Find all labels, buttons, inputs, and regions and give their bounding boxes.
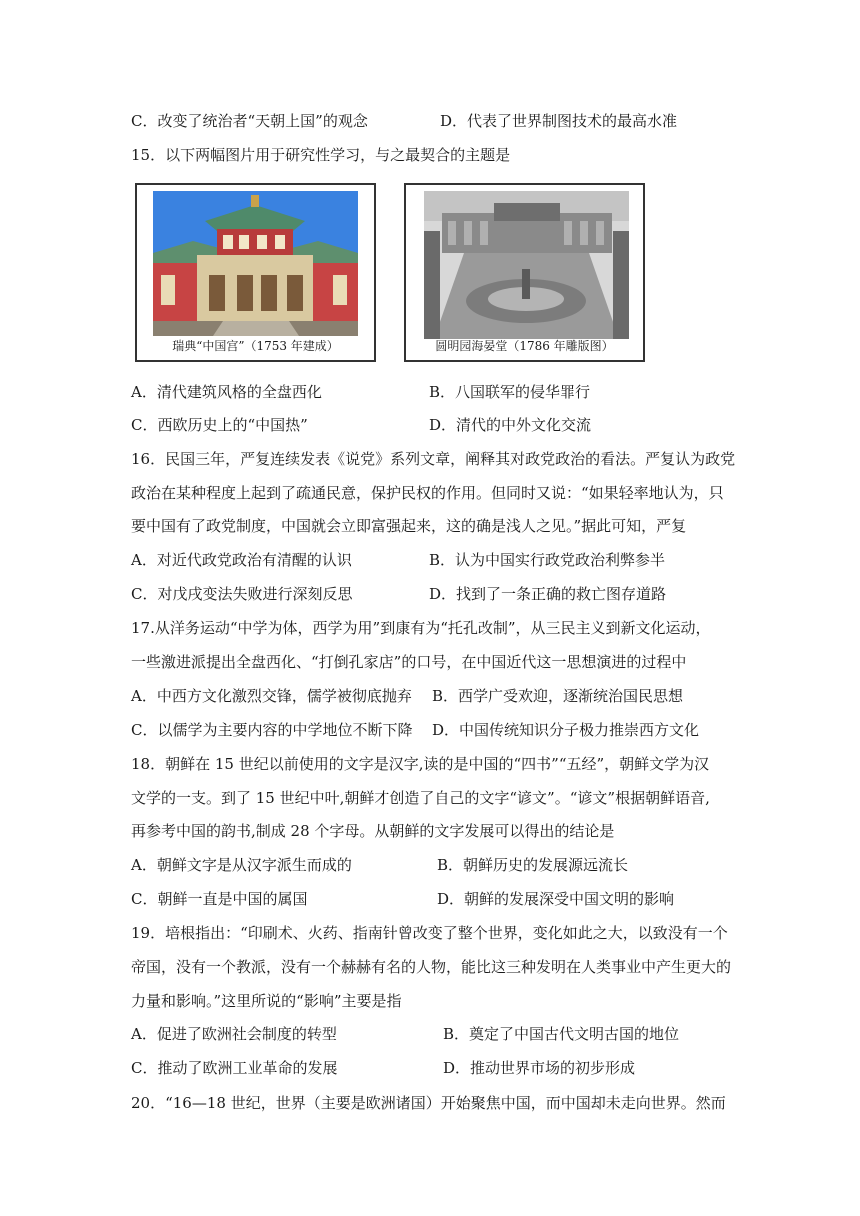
q19-option-d: D．推动世界市场的初步形成 [443,1059,636,1077]
q15-option-d: D．清代的中外文化交流 [429,416,592,434]
q16-option-a: A．对近代政党政治有清醒的认识 [131,551,352,569]
q18-stem-line-3: 再参考中国的韵书,制成 28 个字母。从朝鲜的文字发展可以得出的结论是 [131,822,615,840]
q14-option-d: D．代表了世界制图技术的最高水准 [440,112,678,130]
q20-stem-line-1: 20．“16—18 世纪，世界（主要是欧洲诸国）开始聚焦中国，而中国却未走向世界。然而 [131,1094,726,1112]
q17-option-a: A．中西方文化激烈交锋，儒学被彻底抛弃 [131,687,412,705]
q15-figure-2 [404,183,645,362]
q19-option-b: B．奠定了中国古代文明古国的地位 [443,1025,680,1043]
q18-option-b: B．朝鲜历史的发展源远流长 [437,856,629,874]
q18-option-d: D．朝鲜的发展深受中国文明的影响 [437,890,675,908]
q14-option-c: C．改变了统治者“天朝上国”的观念 [131,112,368,130]
q15-figure-1-caption: 瑞典“中国宫”（1753 年建成） [172,339,339,353]
q19-option-a: A．促进了欧洲社会制度的转型 [131,1025,337,1043]
q15-option-c: C．西欧历史上的“中国热” [131,416,308,434]
q16-stem-line-3: 要中国有了政党制度，中国就会立即富强起来，这的确是浅人之见。”据此可知，严复 [131,517,687,535]
q18-stem-line-1: 18．朝鲜在 15 世纪以前使用的文字是汉字,读的是中国的“四书”“五经”，朝鲜文学为汉 [131,755,710,773]
q17-option-c: C．以儒学为主要内容的中学地位不断下降 [131,721,413,739]
q16-option-d: D．找到了一条正确的救亡图存道路 [429,585,667,603]
q18-stem-line-2: 文学的一支。到了 15 世纪中叶,朝鲜才创造了自己的文字“谚文”。“谚文”根据朝鲜语音, [131,789,710,807]
yuanmingyuan-haiyantang-engraving-image [424,191,629,339]
q18-option-c: C．朝鲜一直是中国的属国 [131,890,308,908]
q17-option-b: B．西学广受欢迎，逐渐统治国民思想 [432,687,684,705]
q17-stem-line-1: 17.从洋务运动“中学为体，西学为用”到康有为“托孔改制”，从三民主义到新文化运动， [131,619,711,637]
q17-option-d: D．中国传统知识分子极力推崇西方文化 [432,721,700,739]
q17-stem-line-2: 一些激进派提出全盘西化、“打倒孔家店”的口号，在中国近代这一思想演进的过程中 [131,653,687,671]
q15-option-a: A．清代建筑风格的全盘西化 [131,383,322,401]
swedish-chinese-pavilion-image [153,191,358,336]
q16-stem-line-2: 政治在某种程度上起到了疏通民意，保护民权的作用。但同时又说：“如果轻率地认为，只 [131,484,724,502]
q16-option-b: B．认为中国实行政党政治利弊参半 [429,551,666,569]
q19-stem-line-1: 19．培根指出：“印刷术、火药、指南针曾改变了整个世界，变化如此之大，以致没有一个 [131,924,728,942]
q19-stem-line-3: 力量和影响。”这里所说的“影响”主要是指 [131,992,402,1010]
q15-figure-1 [135,183,376,362]
q16-stem-line-1: 16．民国三年，严复连续发表《说党》系列文章，阐释其对政党政治的看法。严复认为政党 [131,450,736,468]
q15-figure-2-caption: 圆明园海晏堂（1786 年雕版图） [435,339,614,353]
q15-option-b: B．八国联军的侵华罪行 [429,383,591,401]
q18-option-a: A．朝鲜文字是从汉字派生而成的 [131,856,352,874]
q16-option-c: C．对戊戌变法失败进行深刻反思 [131,585,353,603]
q15-stem: 15．以下两幅图片用于研究性学习，与之最契合的主题是 [131,146,511,164]
q19-option-c: C．推动了欧洲工业革命的发展 [131,1059,338,1077]
q19-stem-line-2: 帝国，没有一个教派，没有一个赫赫有名的人物，能比这三种发明在人类事业中产生更大的 [131,958,732,976]
